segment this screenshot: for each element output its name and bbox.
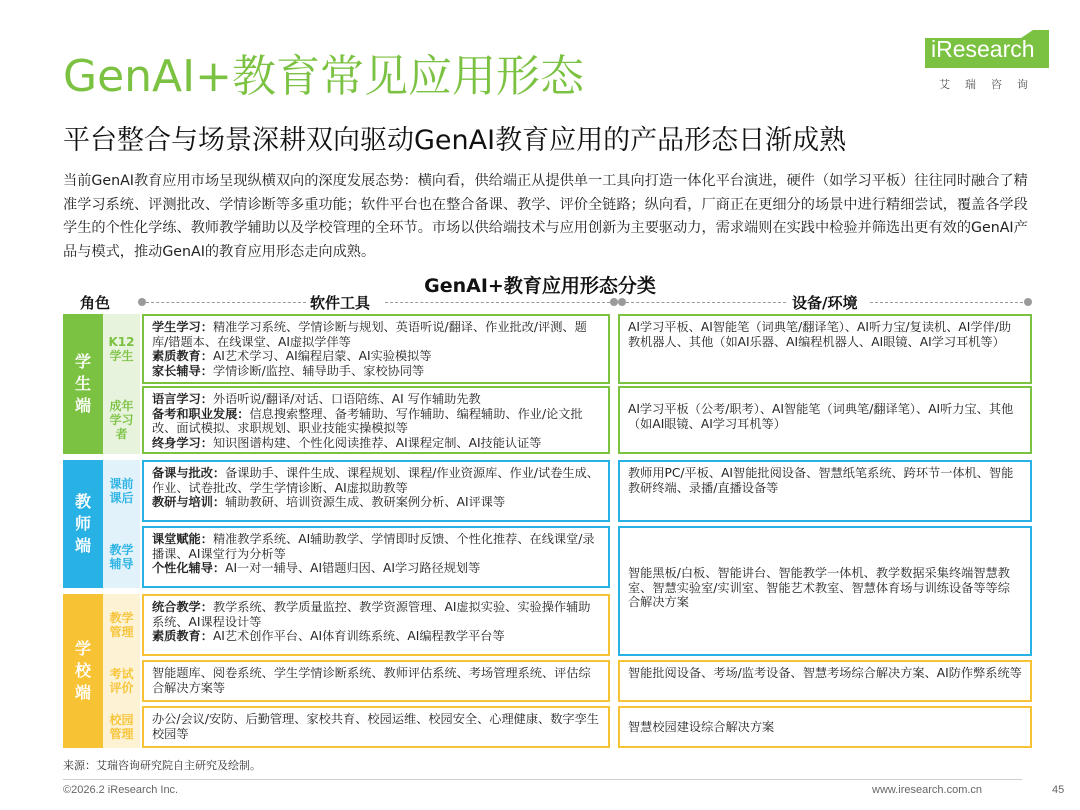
software-cell-adult <box>142 386 610 454</box>
software-line: 教研与培训：辅助教研、培训资源生成、教研案例分析、AI评课等 <box>152 495 506 510</box>
header-dot <box>1024 298 1032 306</box>
logo-text: iResearch <box>931 36 1035 62</box>
subrole-exam: 考试评价 <box>109 667 134 695</box>
software-line: 语言学习：外语听说/翻译/对话、口语陪练、AI 写作辅助先教 <box>152 392 481 406</box>
subrole-prep: 课前课后 <box>109 477 134 505</box>
footer-divider <box>63 779 1022 780</box>
software-line: 个性化辅导：AI一对一辅导、AI错题归因、AI学习路径规划等 <box>152 561 481 576</box>
intro-paragraph: 当前GenAI教育应用市场呈现纵横双向的深度发展态势：横向看，供给端正从提供单一工具向打造一体化平台演进，硬件（如学习平板）往往同时融合了精准学习系统、评测批改、学情诊断等多重功能；软件平台也在整合备课、教学、评价全链路；纵向看，厂商正在更细分的场景中进行精细尝试，覆盖各学段学生的个性化学练、教师教学辅助以及学校管理的全环节。市场以供给端技术与应用创新为主要驱动力，需求端则在实践中检验并筛选出更有效的GenAI产品与模式，推动GenAI的教育应用形态走向成熟。 <box>63 173 1028 260</box>
logo-cn: 艾瑞咨询 <box>939 78 1043 91</box>
page-title: GenAI+教育常见应用形态 <box>63 51 584 102</box>
website-link[interactable]: www.iresearch.com.cn <box>872 784 983 796</box>
device-cell-campus: 智慧校园建设综合解决方案 <box>618 706 1032 748</box>
header-divider <box>870 302 1028 303</box>
software-cell-k12 <box>142 314 610 384</box>
header-dot <box>618 298 626 306</box>
device-cell-k12: AI学习平板、AI智能笔（词典笔/翻译笔）、AI听力宝/复读机、AI学伴/助教机器人、其他（如AI乐器、AI编程机器人、AI眼镜、AI学习耳机等） <box>618 314 1032 384</box>
subrole-k12: K12学生 <box>108 335 135 363</box>
iresearch-logo <box>925 30 1055 100</box>
source-note: 来源：艾瑞咨询研究院自主研究及绘制。 <box>63 759 261 772</box>
software-line: 统合教学：教学系统、教学质量监控、教学资源管理、AI虚拟实验、实验操作辅助系统、AI课程设计等 <box>152 600 591 629</box>
header-divider <box>385 302 610 303</box>
software-line: 课堂赋能：精准教学系统、AI辅助教学、学情即时反馈、个性化推荐、在线课堂/录播课、AI课堂行为分析等 <box>152 532 595 561</box>
header-device: 设备/环境 <box>792 294 858 312</box>
software-line: 家长辅导：学情诊断/监控、辅导助手、家校协同等 <box>152 363 425 378</box>
header-role: 角色 <box>80 294 111 312</box>
header-divider <box>626 302 786 303</box>
subrole-adult: 成年学习者 <box>109 399 134 441</box>
header-divider <box>146 302 306 303</box>
role-teacher: 教师端 <box>63 460 103 588</box>
page-number: 45 <box>1052 784 1065 796</box>
software-line: 素质教育：AI艺术创作平台、AI体育训练系统、AI编程教学平台等 <box>152 629 505 644</box>
software-line: 素质教育：AI艺术学习、AI编程启蒙、AI实验模拟等 <box>152 349 432 364</box>
software-cell-teaching <box>142 526 610 588</box>
software-line: 备课与批改：备课助手、课件生成、课程规划、课程/作业资源库、作业/试卷生成、作业、试卷批改、学生学情诊断、AI虚拟助教等 <box>152 466 599 495</box>
copyright: ©2026.2 iResearch Inc. <box>63 784 179 796</box>
subrole-teaching: 教学辅导 <box>109 543 134 571</box>
device-cell-prep: 教师用PC/平板、AI智能批阅设备、智慧纸笔系统、跨环节一体机、智能教研终端、录播/直播设备等 <box>618 460 1032 522</box>
software-cell-prep <box>142 460 610 522</box>
software-cell-exam: 智能题库、阅卷系统、学生学情诊断系统、教师评估系统、考场管理系统、评估综合解决方案等 <box>142 660 610 702</box>
subrole-management: 教学管理 <box>109 611 134 639</box>
role-student: 学生端 <box>63 314 103 454</box>
software-line: 终身学习：知识图谱构建、个性化阅读推荐、AI课程定制、AI技能认证等 <box>152 435 542 450</box>
subrole-campus: 校园管理 <box>109 713 134 741</box>
device-cell-adult: AI学习平板（公考/职考）、AI智能笔（词典笔/翻译笔）、AI听力宝、其他（如AI眼镜、AI学习耳机等） <box>618 386 1032 454</box>
header-dot <box>610 298 618 306</box>
software-cell-management <box>142 594 610 656</box>
header-dot <box>138 298 146 306</box>
category-title: GenAI+教育应用形态分类 <box>424 275 656 297</box>
software-cell-campus: 办公/会议/安防、后勤管理、家校共育、校园运维、校园安全、心理健康、数字孪生校园等 <box>142 706 610 748</box>
header-software: 软件工具 <box>310 294 371 312</box>
device-cell-merged: 智能黑板/白板、智能讲台、智能教学一体机、教学数据采集终端智慧教室、智慧实验室/实训室、智能艺术教室、智慧体育场与训练设备等等综合解决方案 <box>618 526 1032 656</box>
software-line: 备考和职业发展：信息搜索整理、备考辅助、写作辅助、编程辅助、作业/论文批改、面试模拟、求职规划、职业技能实操模拟等 <box>152 406 583 436</box>
page-subtitle: 平台整合与场景深耕双向驱动GenAI教育应用的产品形态日渐成熟 <box>63 125 847 156</box>
device-cell-exam: 智能批阅设备、考场/监考设备、智慧考场综合解决方案、AI防作弊系统等 <box>618 660 1032 702</box>
software-line: 学生学习：精准学习系统、学情诊断与规划、英语听说/翻译、作业批改/评测、题库/错题本、在线课堂、AI虚拟学伴等 <box>152 320 587 349</box>
role-school: 学校端 <box>63 594 103 748</box>
